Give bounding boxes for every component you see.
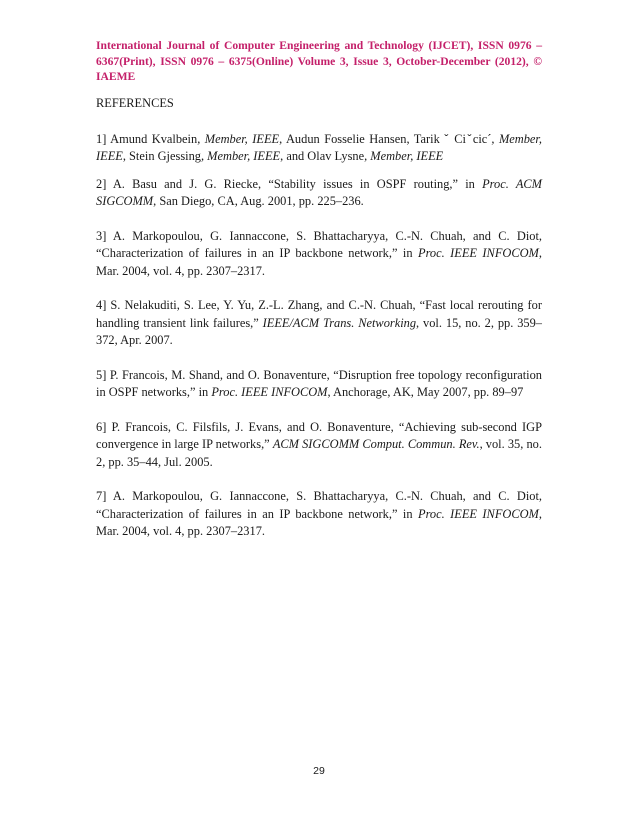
reference-text: 3] A. Markopoulou, G. Iannaccone, S. Bhattacharyya, C.-N. Chuah, and C. Diot, “Characterization of failures in an IP backbone network,” in: [96, 228, 542, 260]
reference-text: 4] S. Nelakuditi, S. Lee, Y. Yu, Z.-L. Zhang, and C.-N. Chuah, “Fast local rerouting for handling transient link failures,”: [96, 298, 542, 330]
section-title: REFERENCES: [96, 95, 174, 110]
reference-text: , San Diego, CA, Aug. 2001, pp. 225–236.: [153, 194, 364, 208]
reference-italic-text: , Member, IEEE: [96, 131, 542, 163]
page-body: [96, 38, 542, 541]
reference-item: [96, 297, 542, 350]
reference-text: 7] A. Markopoulou, G. Iannaccone, S. Bhattacharyya, C.-N. Chuah, and C. Diot, “Characterization of failures in an IP backbone network,” in: [96, 489, 542, 521]
reference-italic-text: Proc. IEEE INFOCOM: [418, 246, 539, 260]
reference-italic-text: , Member, IEEE: [364, 149, 444, 163]
reference-list: [96, 131, 542, 541]
reference-text: , and Olav Lysne: [280, 149, 365, 163]
reference-italic-text: IEEE/ACM Trans. Networking: [262, 315, 417, 330]
journal-header: [96, 38, 542, 85]
reference-text: 2] A. Basu and J. G. Riecke, “Stability issues in OSPF routing,” in: [96, 176, 483, 191]
reference-italic-text: ACM SIGCOMM Comput. Commun. Rev.: [272, 437, 480, 451]
reference-text: , vol. 35, no. 2, pp. 35–44, Jul. 2005.: [96, 437, 542, 469]
reference-item: [96, 131, 542, 166]
reference-text: 6] P. Francois, C. Filsfils, J. Evans, and O. Bonaventure, “Achieving sub-second IGP convergence in large IP networks,”: [96, 419, 542, 451]
journal-header-line-1: International Journal of Computer Engineering and Technology (IJCET), ISSN 0976 –: [96, 39, 542, 52]
reference-text: , Audun Fosselie Hansen, Tarik ˇ Ciˇcic´: [279, 131, 492, 146]
reference-item: [96, 176, 542, 211]
reference-item: [96, 488, 542, 541]
reference-italic-text: Proc. IEEE INFOCOM: [418, 506, 539, 521]
reference-italic-text: Proc. IEEE INFOCOM: [211, 385, 328, 399]
page-number: 29: [313, 765, 325, 777]
reference-text: , Mar. 2004, vol. 4, pp. 2307–2317.: [96, 506, 542, 538]
reference-text: 1] Amund Kvalbein: [96, 131, 198, 146]
journal-header-line-2: 6367(Print), ISSN 0976 – 6375(Online) Volume 3, Issue 3, October-December (2012), © IAEME: [96, 54, 542, 83]
reference-text: , Mar. 2004, vol. 4, pp. 2307–2317.: [96, 246, 542, 278]
reference-italic-text: , Member, IEEE: [200, 149, 281, 163]
reference-text: , Anchorage, AK, May 2007, pp. 89–97: [327, 385, 524, 399]
reference-item: [96, 228, 542, 281]
reference-item: [96, 367, 542, 402]
reference-italic-text: , Member, IEEE: [197, 131, 280, 146]
reference-text: 5] P. Francois, M. Shand, and O. Bonaventure, “Disruption free topology reconfiguration in OSPF networks,” in: [96, 367, 542, 399]
reference-text: , vol. 15, no. 2, pp. 359–372, Apr. 2007.: [96, 315, 542, 347]
reference-item: [96, 419, 542, 472]
reference-italic-text: Proc. ACM SIGCOMM: [96, 176, 542, 208]
reference-text: , Stein Gjessing: [122, 149, 201, 163]
